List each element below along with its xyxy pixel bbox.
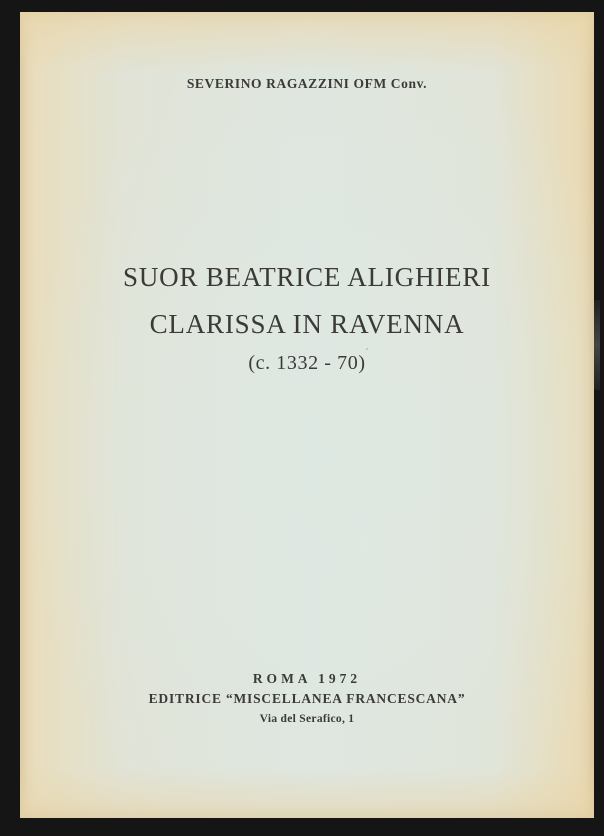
title-line-2: CLARISSA IN RAVENNA: [149, 309, 465, 339]
publisher-address: Via del Serafico, 1: [259, 713, 355, 725]
binding-edge: [594, 300, 600, 390]
title-line-1: SUOR BEATRICE ALIGHIERI: [123, 262, 491, 292]
ink-speck-mark: ′: [366, 348, 369, 358]
city-year: ROMA 1972: [252, 671, 362, 686]
author-name: SEVERINO RAGAZZINI OFM Conv.: [186, 76, 428, 91]
date-range: (c. 1332 - 70): [248, 352, 366, 374]
publisher-name: EDITRICE “MISCELLANEA FRANCESCANA”: [148, 691, 466, 706]
book-cover: [20, 12, 594, 818]
